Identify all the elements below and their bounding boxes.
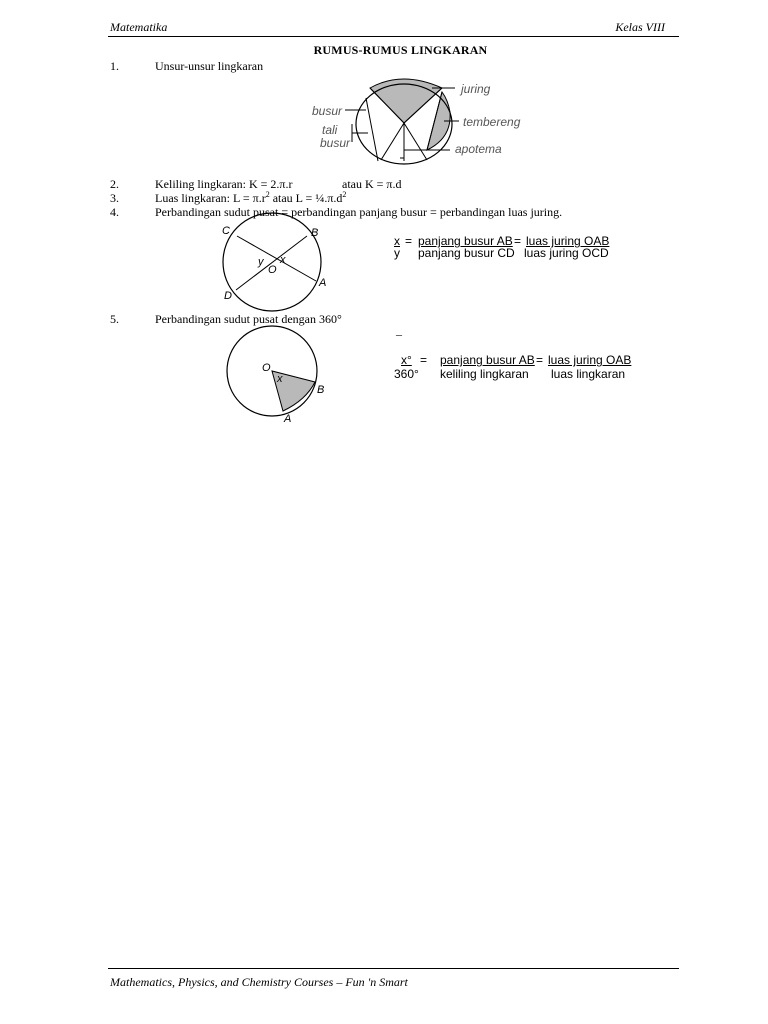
formula4-mid-den: panjang busur CD — [418, 246, 515, 260]
label-angle-x: x — [280, 254, 286, 266]
item-4-number: 4. — [110, 205, 119, 219]
label-point-d: D — [224, 290, 232, 302]
header-class: Kelas VIII — [615, 20, 665, 34]
item-4-text: Perbandingan sudut pusat = perbandingan panjang busur = perbandingan luas juring. — [155, 205, 563, 219]
label-point-b: B — [311, 227, 319, 239]
item-3-text-a: Luas lingkaran: L = π.r — [155, 191, 266, 205]
item-3-text-b: atau L = ¼.π.d — [269, 191, 343, 205]
formula4-rhs-den: luas juring OCD — [524, 246, 609, 260]
formula5-eq: = — [420, 353, 428, 367]
label-apotema: apotema — [455, 142, 502, 156]
label-busur: busur — [312, 104, 343, 118]
formula5-rhs-num: luas juring OAB — [548, 353, 632, 367]
item-3-number: 3. — [110, 191, 119, 205]
formula4-lhs-num: x — [394, 234, 400, 248]
item-3-text: Luas lingkaran: $L = \pi.r^2$ atau $L = \frac{1}{4}.\pi.d^2$ — [155, 190, 347, 205]
label-tali: tali — [322, 123, 338, 137]
item-2-number: 2. — [110, 177, 119, 191]
label-busur-2: busur — [320, 136, 351, 150]
formula5-lhs-num: x° — [401, 353, 412, 367]
item-5-text: Perbandingan sudut pusat dengan 360° — [155, 312, 342, 326]
formula4-rhs-num: luas juring OAB — [526, 234, 610, 248]
item-1-text: Unsur-unsur lingkaran — [155, 59, 264, 73]
page-footer — [108, 968, 679, 989]
label-point-c: C — [222, 225, 230, 237]
formula5-rhs-den: luas lingkaran — [551, 367, 626, 381]
label-angle-y: y — [258, 256, 264, 268]
formula5-dash: – — [396, 327, 402, 341]
header-subject: Matematika — [110, 20, 168, 34]
item-2-text-alt: atau K = π.d — [342, 177, 402, 191]
item-1-number: 1. — [110, 59, 119, 73]
item-2-text: Keliling lingkaran: K = 2.π.r — [155, 177, 293, 191]
formula5-eq2: = — [536, 353, 544, 367]
label-point-a-2: A — [284, 413, 292, 425]
label-point-a: A — [319, 277, 327, 289]
formula5-mid-num: panjang busur AB — [440, 353, 535, 367]
footer-text: Mathematics, Physics, and Chemistry Courses – Fun 'n Smart — [110, 975, 408, 989]
formula4-mid-num: panjang busur AB — [418, 234, 513, 248]
label-tembereng: tembereng — [463, 115, 521, 129]
formula4-eq: = — [405, 234, 413, 248]
label-center-o: O — [268, 264, 277, 276]
label-point-b-2: B — [317, 384, 325, 396]
formula5-mid-den: keliling lingkaran — [440, 367, 529, 381]
formula4-eq2: = — [514, 234, 522, 248]
page-title: RUMUS-RUMUS LINGKARAN — [313, 43, 488, 57]
label-angle-x-2: x — [277, 373, 283, 385]
label-juring: juring — [461, 82, 491, 96]
formula4-lhs-den: y — [394, 246, 400, 260]
item-5-number: 5. — [110, 312, 119, 326]
label-center-o-2: O — [262, 362, 271, 374]
formula5-lhs-den: 360° — [394, 367, 419, 381]
